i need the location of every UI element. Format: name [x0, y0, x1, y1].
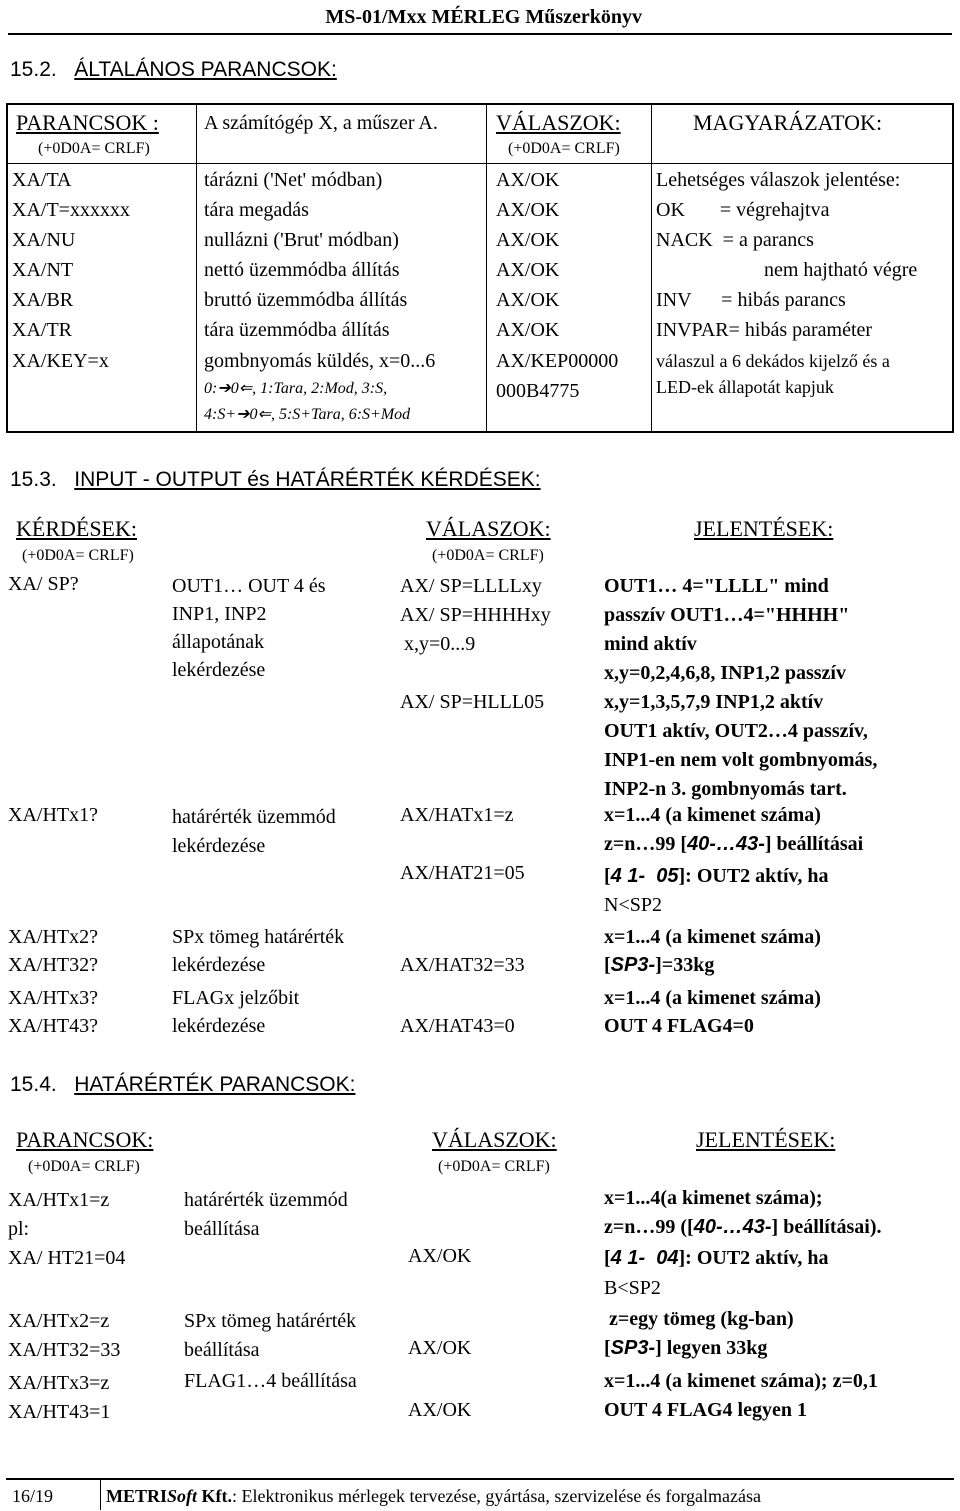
key-explanation-2: LED-ek állapotát kapjuk: [656, 377, 834, 397]
resp-line: AX/ SP=LLLLxy: [400, 575, 542, 597]
description-cell: tára üzemmódba állítás: [204, 319, 390, 341]
command-cell-key: XA/KEY=x: [12, 350, 109, 372]
meaning-part: ] beállításai).: [771, 1216, 882, 1238]
explanation-cell: INV = hibás parancs: [656, 289, 846, 311]
col-header-commands-sub: (+0D0A= CRLF): [38, 140, 150, 157]
response-cell: AX/OK: [496, 289, 560, 311]
cmd-line: XA/HT32=33: [8, 1339, 121, 1361]
query-meaning: [604, 572, 877, 804]
desc-line: OUT1… OUT 4 és: [172, 575, 326, 597]
section-title-15-2: [10, 58, 337, 82]
desc-line: beállítása: [184, 1339, 260, 1361]
explanation-cell: nem hajtható végre: [764, 259, 918, 281]
section-heading: ÁLTALÁNOS PARANCSOK:: [74, 58, 337, 81]
col-header-explanations: MAGYARÁZATOK:: [693, 110, 883, 135]
meaning-part: z=n…99 [: [604, 833, 688, 855]
meaning-part: [: [604, 954, 611, 976]
limit-meaning: OUT 4 FLAG4 legyen 1: [604, 1399, 807, 1421]
company-name-part: Soft: [167, 1486, 198, 1506]
limit-resp: AX/OK: [408, 1337, 472, 1359]
query-meaning: [604, 953, 714, 977]
query-resp: AX/HAT43=0: [400, 1015, 515, 1037]
description-cell: tárázni ('Net' módban): [204, 169, 383, 191]
footer-divider: [100, 1480, 101, 1510]
col-header-commands: PARANCSOK :: [16, 110, 159, 135]
meaning-part: ]: OUT2 aktív, ha: [678, 1247, 829, 1269]
section-heading: HATÁRÉRTÉK PARANCSOK:: [74, 1073, 356, 1096]
meaning-line: x,y=0,2,4,6,8, INP1,2 passzív: [604, 662, 846, 684]
col-header-responses-sub: (+0D0A= CRLF): [438, 1158, 550, 1175]
query-cmd: XA/HT32?: [8, 954, 98, 976]
limit-meaning: x=1...4 (a kimenet száma); z=0,1: [604, 1370, 878, 1392]
explanation-cell: INVPAR= hibás paraméter: [656, 319, 873, 341]
description-cell: tára megadás: [204, 199, 309, 221]
key-description-3: 4:S+➔0⇐, 5:S+Tara, 6:S+Mod: [204, 406, 411, 423]
query-cmd: XA/ SP?: [8, 573, 79, 595]
section-number: 15.2.: [10, 58, 57, 81]
meaning-line: mind aktív: [604, 633, 697, 655]
page-number: 16/19: [12, 1486, 54, 1506]
limit-meaning: [604, 1246, 829, 1270]
query-resp: AX/HAT32=33: [400, 954, 525, 976]
meaning-part: ] legyen 33kg: [655, 1337, 768, 1359]
col-header-commands-sub: (+0D0A= CRLF): [28, 1158, 140, 1175]
col-header-responses: VÁLASZOK:: [496, 110, 621, 135]
section-title-15-4: [10, 1073, 355, 1097]
col-header-responses: VÁLASZOK:: [426, 516, 551, 541]
limit-cmd: [8, 1186, 125, 1273]
cmd-line: XA/ HT21=04: [8, 1247, 126, 1269]
query-meaning: [604, 864, 829, 888]
query-desc: lekérdezése: [172, 1015, 266, 1037]
document-header: MS-01/Mxx MÉRLEG Műszerkönyv: [325, 6, 642, 28]
query-meaning: x=1...4 (a kimenet száma): [604, 926, 821, 948]
col-header-description: A számítógép X, a műszer A.: [204, 112, 438, 134]
desc-line: INP1, INP2: [172, 603, 267, 625]
command-cell: XA/NT: [12, 259, 74, 281]
query-desc: SPx tömeg határérték: [172, 926, 345, 948]
meaning-line: INP2-n 3. gombnyomás tart.: [604, 778, 847, 800]
limit-cmd: [8, 1369, 110, 1427]
cmd-line: XA/HTx2=z: [8, 1310, 110, 1332]
response-cell: AX/OK: [496, 259, 560, 281]
meaning-line: INP1-en nem volt gombnyomás,: [604, 749, 878, 771]
section-heading: INPUT - OUTPUT és HATÁRÉRTÉK KÉRDÉSEK:: [74, 468, 541, 491]
limit-meaning: B<SP2: [604, 1277, 661, 1299]
cmd-line: XA/HTx3=z: [8, 1372, 110, 1394]
row-divider: [8, 163, 952, 164]
query-resp: AX/HAT21=05: [400, 862, 525, 884]
header-rule: [8, 33, 952, 35]
query-desc: [172, 572, 326, 684]
command-cell: XA/T=xxxxxx: [12, 199, 130, 221]
meaning-line: x,y=1,3,5,7,9 INP1,2 aktív: [604, 691, 824, 713]
col-header-commands: PARANCSOK:: [16, 1127, 154, 1152]
resp-line: [400, 659, 551, 688]
query-cmd: XA/HTx1?: [8, 804, 98, 826]
command-cell: XA/TR: [12, 319, 72, 341]
desc-line: beállítása: [184, 1218, 260, 1240]
meaning-part: z=n…99 ([: [604, 1216, 694, 1238]
desc-line: határérték üzemmód: [172, 806, 336, 828]
desc-line: állapotának: [172, 631, 265, 653]
limit-meaning: [604, 1215, 882, 1239]
limit-meaning: z=egy tömeg (kg-ban): [604, 1308, 794, 1330]
col-header-responses-sub: (+0D0A= CRLF): [508, 140, 620, 157]
col-header-queries: KÉRDÉSEK:: [16, 516, 137, 541]
meaning-part: ]=33kg: [655, 954, 715, 976]
query-resp: AX/HATx1=z: [400, 804, 514, 826]
company-description: : Elektronikus mérlegek tervezése, gyártása, szervizelése és forgalmazása: [232, 1486, 761, 1506]
query-resp: [400, 572, 551, 717]
footer-company: [106, 1486, 761, 1507]
meaning-line: OUT1 aktív, OUT2…4 passzív,: [604, 720, 868, 742]
desc-line: lekérdezése: [172, 659, 266, 681]
col-divider: [651, 105, 652, 431]
limit-resp: AX/OK: [408, 1245, 472, 1267]
meaning-part: [: [604, 1247, 611, 1269]
query-cmd: XA/HTx3?: [8, 987, 98, 1009]
col-header-responses: VÁLASZOK:: [432, 1127, 557, 1152]
meaning-line: OUT1… 4="LLLL" mind: [604, 575, 829, 597]
col-divider: [196, 105, 197, 431]
desc-line: SPx tömeg határérték: [184, 1310, 357, 1332]
resp-line: AX/ SP=HLLL05: [400, 691, 545, 713]
limit-desc: FLAG1…4 beállítása: [184, 1370, 357, 1392]
limit-desc: [184, 1186, 348, 1244]
query-meaning: x=1...4 (a kimenet száma): [604, 804, 821, 826]
key-explanation-1: válaszul a 6 dekádos kijelző és a: [656, 351, 890, 371]
col-divider: [486, 105, 487, 431]
key-response-1: AX/KEP00000: [496, 350, 619, 372]
meaning-part: [: [604, 865, 611, 887]
col-header-queries-sub: (+0D0A= CRLF): [22, 547, 134, 564]
page-footer: [6, 1478, 954, 1510]
resp-line: AX/ SP=HHHHxy: [400, 604, 551, 626]
section-number: 15.3.: [10, 468, 57, 491]
command-cell: XA/TA: [12, 169, 72, 191]
display-code: 40-…43-: [687, 833, 765, 855]
query-desc: [172, 803, 336, 861]
col-header-responses-sub: (+0D0A= CRLF): [432, 547, 544, 564]
display-code: SP3-: [610, 1337, 656, 1359]
key-description-2: 0:➔0⇐, 1:Tara, 2:Mod, 3:S,: [204, 380, 388, 397]
command-cell: XA/BR: [12, 289, 74, 311]
query-meaning: x=1...4 (a kimenet száma): [604, 987, 821, 1009]
desc-line: lekérdezése: [172, 835, 266, 857]
general-commands-table: [6, 103, 954, 433]
meaning-part: ]: OUT2 aktív, ha: [678, 865, 829, 887]
query-meaning: N<SP2: [604, 894, 662, 916]
col-header-meanings: JELENTÉSEK:: [696, 1127, 836, 1152]
description-cell: bruttó üzemmódba állítás: [204, 289, 408, 311]
limit-meaning: [604, 1336, 767, 1360]
query-cmd: XA/HTx2?: [8, 926, 98, 948]
display-code: 40-…43-: [693, 1216, 772, 1238]
section-number: 15.4.: [10, 1073, 57, 1096]
display-code: SP3-: [610, 954, 656, 976]
query-desc: lekérdezése: [172, 954, 266, 976]
query-meaning: [604, 832, 863, 856]
description-cell: nullázni ('Brut' módban): [204, 229, 399, 251]
desc-line: határérték üzemmód: [184, 1189, 348, 1211]
response-cell: AX/OK: [496, 169, 560, 191]
query-meaning: OUT 4 FLAG4=0: [604, 1015, 754, 1037]
meaning-part: ] beállításai: [764, 833, 864, 855]
key-description-1: gombnyomás küldés, x=0...6: [204, 350, 436, 372]
cmd-line: pl:: [8, 1218, 30, 1240]
query-cmd: XA/HT43?: [8, 1015, 98, 1037]
response-cell: AX/OK: [496, 319, 560, 341]
command-cell: XA/NU: [12, 229, 76, 251]
description-cell: nettó üzemmódba állítás: [204, 259, 400, 281]
section-title-15-3: [10, 468, 541, 492]
explanation-cell: NACK = a parancs: [656, 229, 814, 251]
meaning-line: passzív OUT1…4="HHHH": [604, 604, 850, 626]
key-response-2: 000B4775: [496, 380, 580, 402]
query-desc: FLAGx jelzőbit: [172, 987, 300, 1009]
limit-cmd: [8, 1307, 120, 1365]
cmd-line: XA/HT43=1: [8, 1401, 111, 1423]
limit-meaning: x=1...4(a kimenet száma);: [604, 1187, 823, 1209]
resp-line: x,y=0...9: [404, 633, 476, 655]
col-header-meanings: JELENTÉSEK:: [694, 516, 834, 541]
meaning-part: [: [604, 1337, 611, 1359]
response-cell: AX/OK: [496, 199, 560, 221]
display-code: 4 1- 04: [610, 1247, 679, 1269]
cmd-line: XA/HTx1=z: [8, 1189, 110, 1211]
company-name-part: Kft.: [197, 1486, 233, 1506]
explanation-cell: OK = végrehajtva: [656, 199, 830, 221]
response-cell: AX/OK: [496, 229, 560, 251]
limit-desc: [184, 1307, 356, 1365]
company-name-part: METRI: [106, 1486, 168, 1506]
display-code: 4 1- 05: [610, 865, 679, 887]
limit-resp: AX/OK: [408, 1399, 472, 1421]
explanation-cell: Lehetséges válaszok jelentése:: [656, 169, 901, 191]
